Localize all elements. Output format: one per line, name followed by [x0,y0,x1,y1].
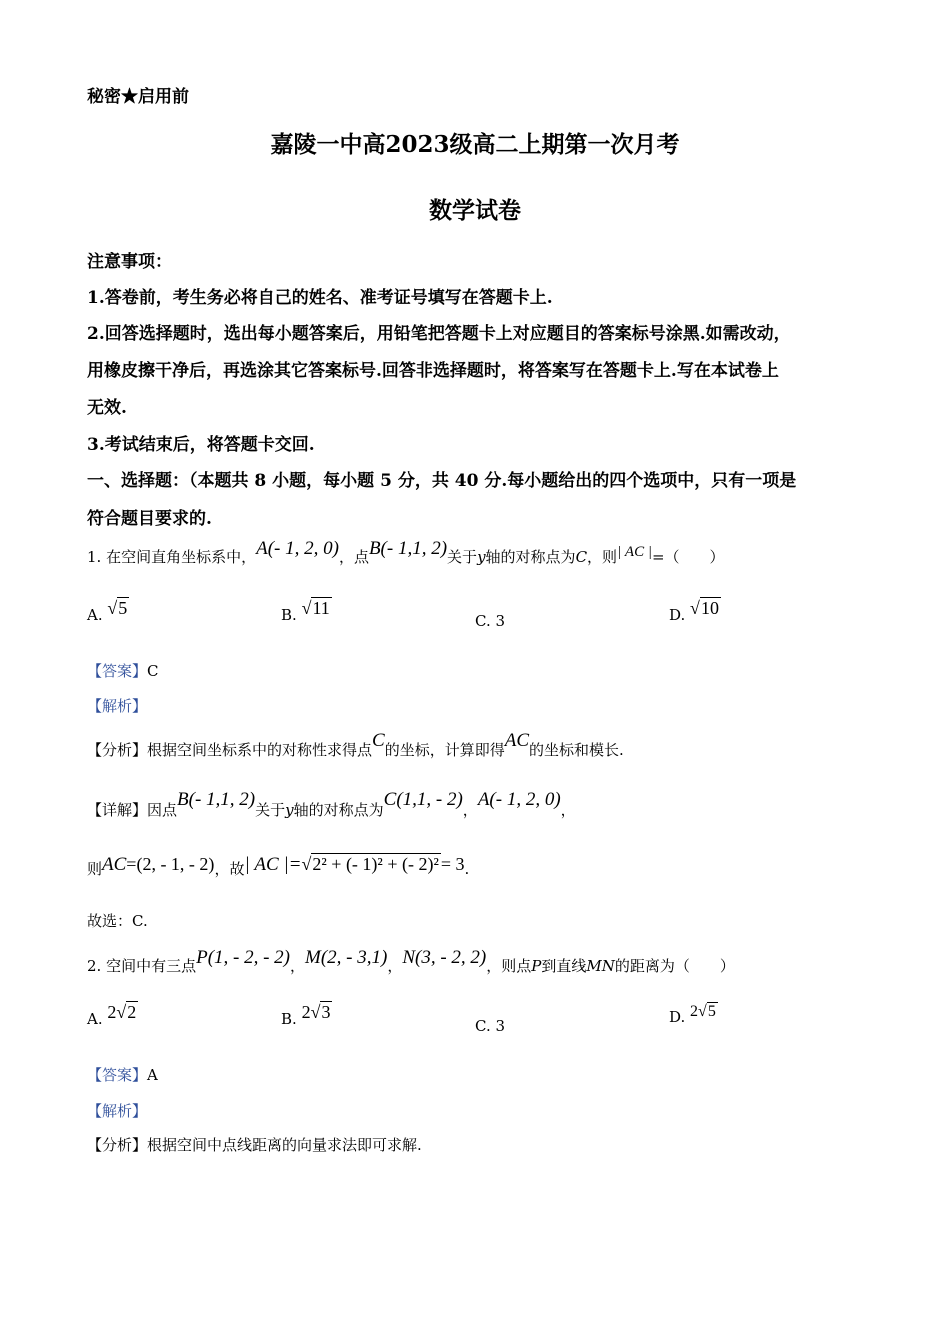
q2-stem-b: ，则点 [486,957,532,975]
q1-xiangjie-tag: 【详解】 [87,801,148,819]
q1-option-c: C. 3 [475,612,506,630]
q1-option-d-value: 10 [700,598,719,618]
q1-xiangjie-c-point: C(1,1, - 2) [383,789,463,810]
q2-stem-d: 的距离为（ ） [614,957,735,975]
q1-option-d: D. √10 [669,598,719,624]
q1-fenxi-a: 根据空间坐标系中的对称性求得点 [147,741,373,759]
q2-point-n: N(3, - 2, 2) [402,947,487,968]
section1-line-2: 符合题目要求的. [87,509,212,529]
q2-fenxi-tag: 【分析】 [87,1136,148,1154]
q1-calc: 则AC=(2, - 1, - 2)，故| AC |=√2² + (- 1)² + (- 2)² = 3. [87,854,470,878]
q1-calc-vec-value: =(2, - 1, - 2) [126,854,215,874]
q1-option-a-value: 5 [118,598,128,618]
q2-answer-value: A [147,1066,158,1084]
q2-fenxi-text: 根据空间中点线距离的向量求法即可求解. [147,1136,422,1154]
q2-option-b-label: B. [281,1010,297,1028]
q2-option-d: D. 2√5 [669,1003,716,1026]
q2-stem [87,946,735,986]
q2-option-b: B. 2√3 [281,1002,331,1028]
q1-analysis-tag: 【解析】 [87,697,148,715]
q1-point-a: A(- 1, 2, 0) [256,538,339,559]
note-3: 3.考试结束后，将答题卡交回. [87,435,315,455]
q2-answer [87,1064,158,1085]
note-1: 1.答卷前，考生务必将自己的姓名、准考证号填写在答题卡上. [87,288,553,308]
q1-stem [87,538,725,577]
q1-xiangjie-b: 关于 [255,801,286,819]
q1-point-b: B(- 1,1, 2) [368,538,448,559]
q1-option-d-label: D. [669,606,686,624]
q1-answer-value: C [147,662,159,680]
q1-option-b-label: B. [281,606,297,624]
notes-heading: 注意事项： [87,252,172,272]
q2-point-p: P(1, - 2, - 2) [196,947,291,968]
q1-y-axis: y [477,548,486,566]
q1-point-c: C [575,548,588,566]
section1-line-1: 一、选择题：（本题共 8 小题，每小题 5 分，共 40 分.每小题给出的四个选项中，只有一项是 [87,471,797,491]
q1-calc-ze: 则 [87,860,103,878]
q1-abs-ac: | AC | [617,544,652,560]
q2-point-m: M(2, - 3,1) [305,947,388,968]
q2-option-a-coef: 2 [107,1002,117,1022]
q1-calc-result: = 3 [440,854,465,874]
q2-option-d-label: D. [669,1008,686,1026]
q1-fenxi [87,730,624,770]
q1-stem-a: 1. 在空间直角坐标系中， [87,548,257,566]
q1-answer-tag: 【答案】 [87,662,148,680]
q2-analysis-tag: 【解析】 [87,1102,148,1120]
q1-option-b-value: 11 [312,598,330,618]
q1-calc-radicand: 2² + (- 1)² + (- 2)² [312,854,439,874]
q1-fenxi-c-text: 的坐标和模长. [529,741,624,759]
q1-xiangjie-a: 因点 [147,801,178,819]
q1-calc-gu: ，故 [214,860,245,878]
q1-option-b: B. √11 [281,598,330,624]
note-2-line-2: 用橡皮擦干净后，再选涂其它答案标号.回答非选择题时，将答案写在答题卡上.写在本试卷上 [87,361,779,381]
q2-line-mn: MN [586,957,615,975]
q2-stem-a: 2. 空间中有三点 [87,957,197,975]
q2-option-a: A. 2√2 [87,1002,137,1028]
q1-conclusion: 故选：C. [87,912,148,930]
q1-xiangjie [87,790,576,830]
exam-title: 嘉陵一中高2023级高二上期第一次月考 [270,131,680,158]
q1-xiangjie-b-point: B(- 1,1, 2) [177,789,256,810]
q1-stem-b: ，点 [338,548,369,566]
q2-comma-2: ， [387,957,403,975]
q1-option-a: A. √5 [87,598,128,624]
q2-stem-c: 到直线 [541,957,587,975]
q2-option-b-value: 3 [321,1002,331,1022]
q1-fenxi-b: 的坐标，计算即得 [384,741,505,759]
q2-option-d-coef: 2 [690,1003,699,1020]
q1-stem-f: =（ ） [651,548,725,566]
q1-stem-d: 轴的对称点为 [485,548,576,566]
secret-label: 秘密★启用前 [87,87,189,107]
q1-fenxi-tag: 【分析】 [87,741,148,759]
q1-fenxi-ac: AC [504,730,530,751]
q1-calc-dot: . [464,860,470,878]
q1-xiangjie-c: 轴的对称点为 [293,801,384,819]
exam-subtitle: 数学试卷 [429,197,521,224]
q1-fenxi-c: C [372,730,385,751]
q2-point-p-ref: P [531,957,542,975]
q1-xiangjie-comma: ， [462,801,478,819]
q2-option-c: C. 3 [475,1017,506,1035]
q1-calc-vec-ac: AC [102,854,127,875]
q2-option-d-value: 5 [707,1003,716,1020]
q1-xiangjie-a-point: A(- 1, 2, 0) [477,789,561,810]
q2-answer-tag: 【答案】 [87,1066,148,1084]
q2-comma-1: ， [290,957,306,975]
q1-calc-abs-ac: | AC |= [244,854,302,875]
q1-stem-e: ，则 [587,548,618,566]
q2-option-a-value: 2 [127,1002,137,1022]
q1-answer [87,660,159,681]
q2-option-a-label: A. [87,1010,103,1028]
note-2-line-1: 2.回答选择题时，选出每小题答案后，用铅笔把答题卡上对应题目的答案标号涂黑.如需改动， [87,324,791,344]
q2-fenxi [87,1134,422,1155]
q1-stem-c: 关于 [447,548,478,566]
q2-option-b-coef: 2 [301,1002,311,1022]
q1-xiangjie-y: y [285,801,294,819]
q1-xiangjie-end: ， [560,801,576,819]
q1-option-a-label: A. [87,606,103,624]
note-2-line-3: 无效. [87,398,127,418]
